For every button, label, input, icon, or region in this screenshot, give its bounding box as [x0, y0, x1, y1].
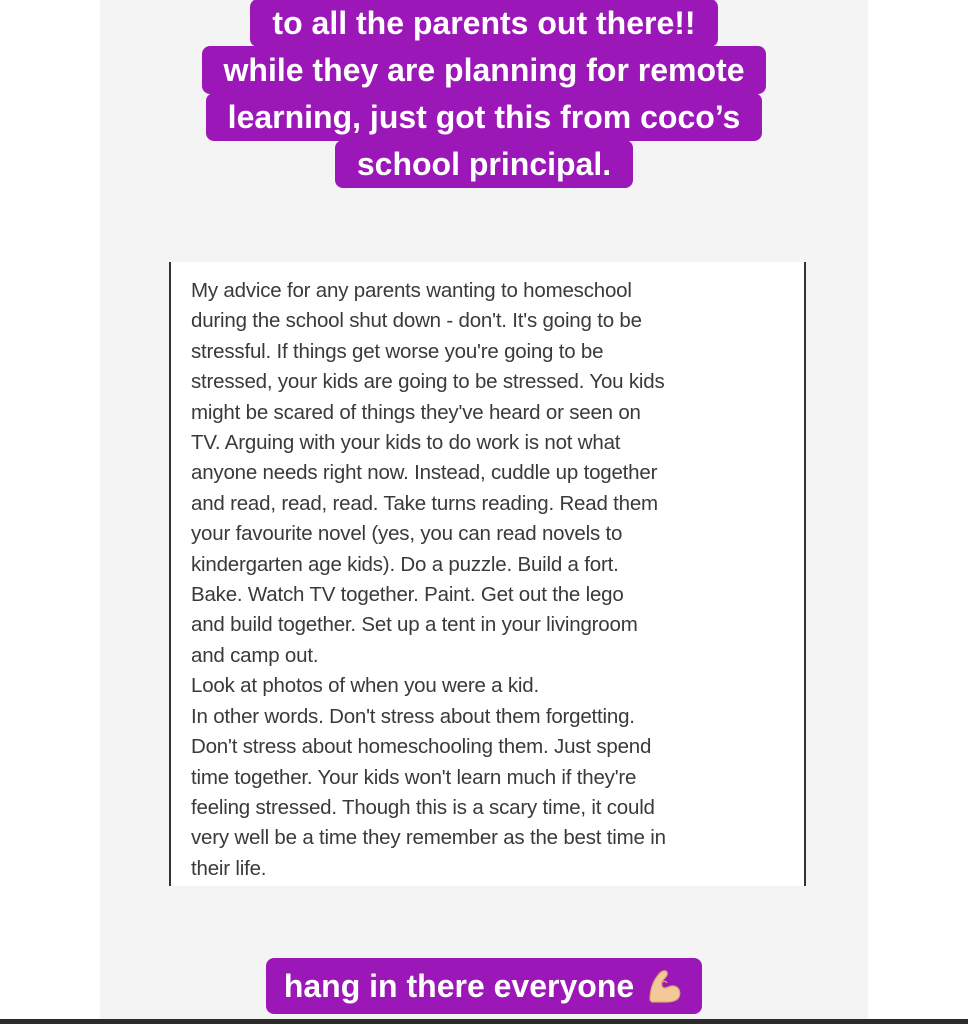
- caption-line: while they are planning for remote: [202, 46, 767, 94]
- flexed-biceps-icon: [644, 966, 684, 1006]
- principal-message-screenshot: [169, 262, 806, 886]
- caption-line: school principal.: [335, 140, 633, 188]
- bottom-divider: [0, 1019, 968, 1024]
- caption-line: to all the parents out there!!: [250, 0, 717, 47]
- caption-sticker-bottom: [0, 958, 968, 1014]
- caption-footer-text: hang in there everyone: [283, 968, 635, 1004]
- caption-footer: [266, 958, 702, 1014]
- caption-line: learning, just got this from coco’s: [206, 93, 763, 141]
- message-body: My advice for any parents wanting to homeschool during the school shut down - don't. It's going to be stressful. If things get worse you're going to be stressed, your kids are going to be stressed. You kids might be scared of things they've heard or seen on TV. Arguing with your kids to do work is not what anyone needs right now. Instead, cuddle up together and read, read, read. Take turns reading. Read them your favourite novel (yes, you can read novels to kindergarten age kids). Do a puzzle. Build a fort. Bake. Watch TV together. Paint. Get out the lego and build together. Set up a tent in your livingroom and camp out. Look at photos of when you were a kid. In other words. Don't stress about them forgetting. Don't stress about homeschooling them. Just spend time together. Your kids won't learn much if they're feeling stressed. Though this is a scary time, it could very well be a time they remember as the best time in their life.: [191, 279, 666, 880]
- caption-sticker-top: [0, 0, 968, 188]
